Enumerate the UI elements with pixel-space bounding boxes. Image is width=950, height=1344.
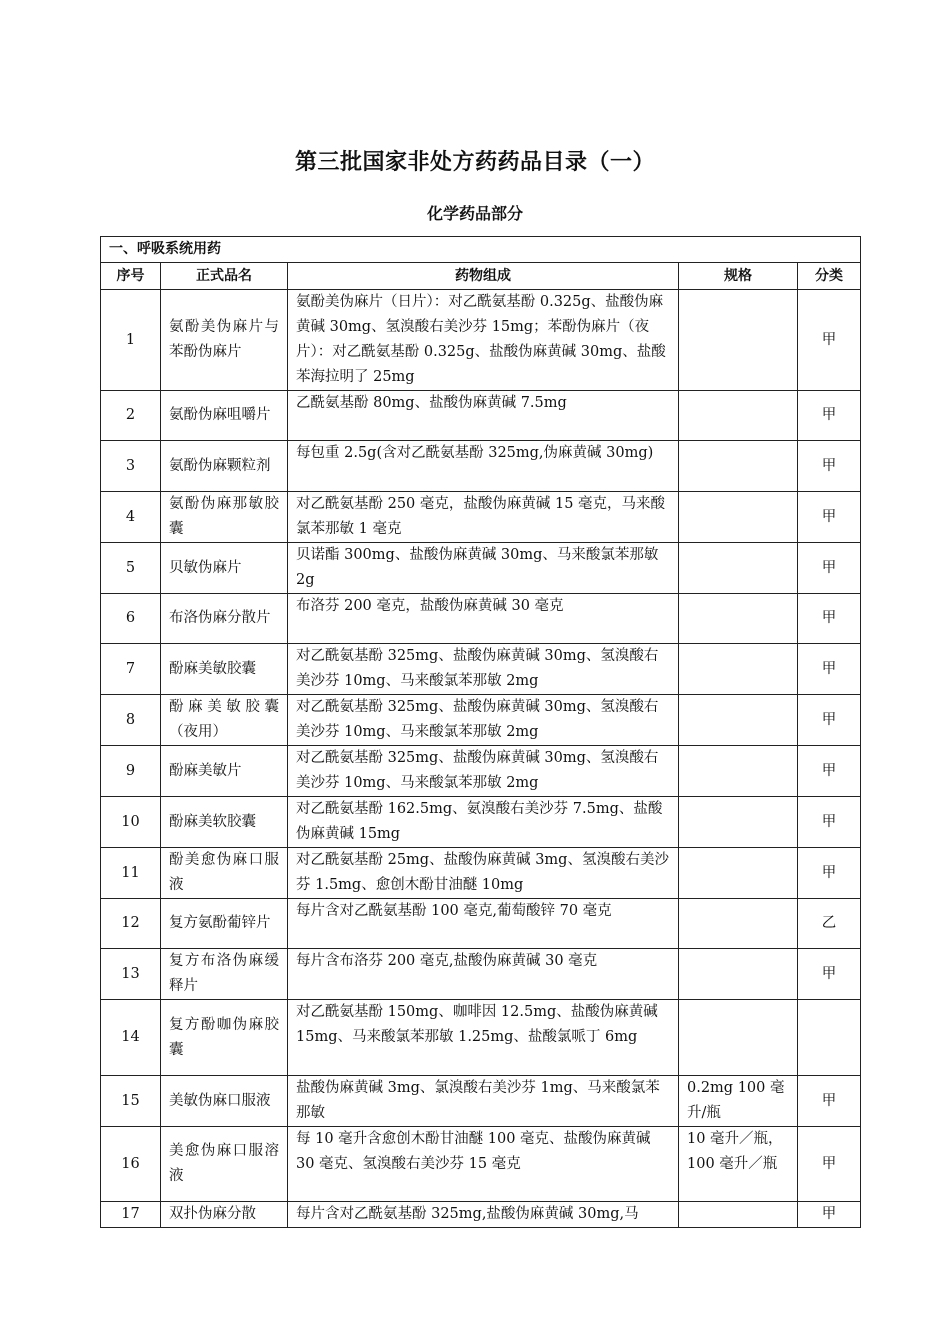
- table-row: [101, 746, 861, 797]
- cell-category: 甲: [798, 695, 861, 746]
- table-row: [101, 1127, 861, 1202]
- table-row: [101, 1076, 861, 1127]
- table-row: [101, 441, 861, 492]
- cell-spec: [679, 797, 798, 848]
- cell-composition: 对乙酰氨基酚 325mg、盐酸伪麻黄碱 30mg、氢溴酸右美沙芬 10mg、马来酸氯苯那敏 2mg: [288, 695, 679, 746]
- cell-composition: 乙酰氨基酚 80mg、盐酸伪麻黄碱 7.5mg: [288, 391, 679, 441]
- cell-category: 甲: [798, 746, 861, 797]
- table-row: [101, 695, 861, 746]
- cell-composition: 氨酚美伪麻片（日片）：对乙酰氨基酚 0.325g、盐酸伪麻黄碱 30mg、氢溴酸右美沙芬 15mg；苯酚伪麻片（夜片）：对乙酰氨基酚 0.325g、盐酸伪麻黄碱 30mg、盐酸苯海拉明了 25mg: [288, 290, 679, 391]
- table-row: [101, 594, 861, 644]
- cell-name: 氨酚伪麻颗粒剂: [161, 441, 288, 492]
- cell-no: 15: [101, 1076, 161, 1127]
- cell-no: 2: [101, 391, 161, 441]
- cell-name: 美敏伪麻口服液: [161, 1076, 288, 1127]
- cell-no: 1: [101, 290, 161, 391]
- cell-name: 氨酚美伪麻片与苯酚伪麻片: [161, 290, 288, 391]
- cell-composition: 对乙酰氨基酚 25mg、盐酸伪麻黄碱 3mg、氢溴酸右美沙芬 1.5mg、愈创木酚甘油醚 10mg: [288, 848, 679, 899]
- header-composition: 药物组成: [288, 263, 679, 290]
- table-row: [101, 848, 861, 899]
- cell-category: [798, 1000, 861, 1076]
- drug-table: [100, 236, 861, 1228]
- page-subtitle: 化学药品部分: [426, 204, 523, 223]
- cell-name: 复方布洛伪麻缓释片: [161, 949, 288, 1000]
- cell-spec: [679, 1000, 798, 1076]
- cell-composition: 每片含布洛芬 200 毫克,盐酸伪麻黄碱 30 毫克: [288, 949, 679, 1000]
- table-row: [101, 644, 861, 695]
- cell-category: 甲: [798, 492, 861, 543]
- cell-category: 甲: [798, 1127, 861, 1202]
- cell-composition: 贝诺酯 300mg、盐酸伪麻黄碱 30mg、马来酸氯苯那敏 2g: [288, 543, 679, 594]
- cell-category: 乙: [798, 899, 861, 949]
- table-row: [101, 949, 861, 1000]
- cell-name: 布洛伪麻分散片: [161, 594, 288, 644]
- cell-name: 贝敏伪麻片: [161, 543, 288, 594]
- cell-no: 7: [101, 644, 161, 695]
- table-header-row: [101, 263, 861, 290]
- header-category: 分类: [798, 263, 861, 290]
- cell-name: 美愈伪麻口服溶液: [161, 1127, 288, 1202]
- table-row: [101, 391, 861, 441]
- cell-no: 9: [101, 746, 161, 797]
- table-row: [101, 1202, 861, 1228]
- cell-composition: 对乙酰氨基酚 162.5mg、氨溴酸右美沙芬 7.5mg、盐酸伪麻黄碱 15mg: [288, 797, 679, 848]
- cell-name: 酚麻美软胶囊: [161, 797, 288, 848]
- cell-name: 酚麻美敏胶囊（夜用）: [161, 695, 288, 746]
- cell-name: 酚美愈伪麻口服液: [161, 848, 288, 899]
- cell-composition: 布洛芬 200 毫克，盐酸伪麻黄碱 30 毫克: [288, 594, 679, 644]
- cell-spec: [679, 391, 798, 441]
- table-row: [101, 492, 861, 543]
- cell-composition: 盐酸伪麻黄碱 3mg、氯溴酸右美沙芬 1mg、马来酸氯苯那敏: [288, 1076, 679, 1127]
- cell-spec: 0.2mg 100 毫升/瓶: [679, 1076, 798, 1127]
- cell-name: 氨酚伪麻咀嚼片: [161, 391, 288, 441]
- cell-composition: 每包重 2.5g(含对乙酰氨基酚 325mg,伪麻黄碱 30mg): [288, 441, 679, 492]
- cell-spec: [679, 949, 798, 1000]
- cell-category: 甲: [798, 594, 861, 644]
- cell-spec: [679, 644, 798, 695]
- cell-category: 甲: [798, 290, 861, 391]
- cell-no: 14: [101, 1000, 161, 1076]
- cell-category: 甲: [798, 1076, 861, 1127]
- cell-name: 复方氨酚葡锌片: [161, 899, 288, 949]
- cell-composition: 对乙酰氨基酚 325mg、盐酸伪麻黄碱 30mg、氢溴酸右美沙芬 10mg、马来酸氯苯那敏 2mg: [288, 746, 679, 797]
- header-no: 序号: [101, 263, 161, 290]
- cell-name: 双扑伪麻分散: [161, 1202, 288, 1228]
- cell-category: 甲: [798, 441, 861, 492]
- cell-category: 甲: [798, 391, 861, 441]
- cell-no: 8: [101, 695, 161, 746]
- cell-spec: [679, 1202, 798, 1228]
- cell-composition: 每片含对乙酰氨基酚 325mg,盐酸伪麻黄碱 30mg,马: [288, 1202, 679, 1228]
- table-row: [101, 797, 861, 848]
- cell-spec: [679, 746, 798, 797]
- table-row: [101, 899, 861, 949]
- cell-composition: 每 10 毫升含愈创木酚甘油醚 100 毫克、盐酸伪麻黄碱 30 毫克、氢溴酸右美沙芬 15 毫克: [288, 1127, 679, 1202]
- cell-category: 甲: [798, 949, 861, 1000]
- cell-spec: [679, 899, 798, 949]
- cell-spec: [679, 594, 798, 644]
- cell-spec: [679, 543, 798, 594]
- cell-no: 16: [101, 1127, 161, 1202]
- page-title: 第三批国家非处方药药品目录（一）: [294, 150, 655, 175]
- cell-spec: [679, 441, 798, 492]
- table-row: [101, 290, 861, 391]
- cell-no: 3: [101, 441, 161, 492]
- cell-spec: [679, 290, 798, 391]
- cell-spec: [679, 695, 798, 746]
- cell-no: 5: [101, 543, 161, 594]
- cell-category: 甲: [798, 543, 861, 594]
- header-spec: 规格: [679, 263, 798, 290]
- table-row: [101, 543, 861, 594]
- cell-no: 17: [101, 1202, 161, 1228]
- cell-spec: [679, 848, 798, 899]
- cell-composition: 对乙酰氨基酚 250 毫克，盐酸伪麻黄碱 15 毫克，马来酸氯苯那敏 1 毫克: [288, 492, 679, 543]
- cell-composition: 对乙酰氨基酚 325mg、盐酸伪麻黄碱 30mg、氢溴酸右美沙芬 10mg、马来酸氯苯那敏 2mg: [288, 644, 679, 695]
- cell-category: 甲: [798, 797, 861, 848]
- cell-no: 10: [101, 797, 161, 848]
- cell-category: 甲: [798, 848, 861, 899]
- section-heading: 一、呼吸系统用药: [101, 237, 861, 263]
- cell-no: 13: [101, 949, 161, 1000]
- cell-no: 4: [101, 492, 161, 543]
- cell-no: 6: [101, 594, 161, 644]
- cell-spec: 10 毫升／瓶，100 毫升／瓶: [679, 1127, 798, 1202]
- cell-category: 甲: [798, 1202, 861, 1228]
- cell-category: 甲: [798, 644, 861, 695]
- cell-spec: [679, 492, 798, 543]
- table-row: [101, 1000, 861, 1076]
- cell-name: 氨酚伪麻那敏胶囊: [161, 492, 288, 543]
- cell-composition: 每片含对乙酰氨基酚 100 毫克,葡萄酸锌 70 毫克: [288, 899, 679, 949]
- cell-name: 酚麻美敏片: [161, 746, 288, 797]
- cell-no: 12: [101, 899, 161, 949]
- cell-name: 复方酚咖伪麻胶囊: [161, 1000, 288, 1076]
- cell-composition: 对乙酰氨基酚 150mg、咖啡因 12.5mg、盐酸伪麻黄碱 15mg、马来酸氯苯那敏 1.25mg、盐酸氯哌丁 6mg: [288, 1000, 679, 1076]
- header-name: 正式品名: [161, 263, 288, 290]
- cell-name: 酚麻美敏胶囊: [161, 644, 288, 695]
- cell-no: 11: [101, 848, 161, 899]
- section-row: [101, 237, 861, 263]
